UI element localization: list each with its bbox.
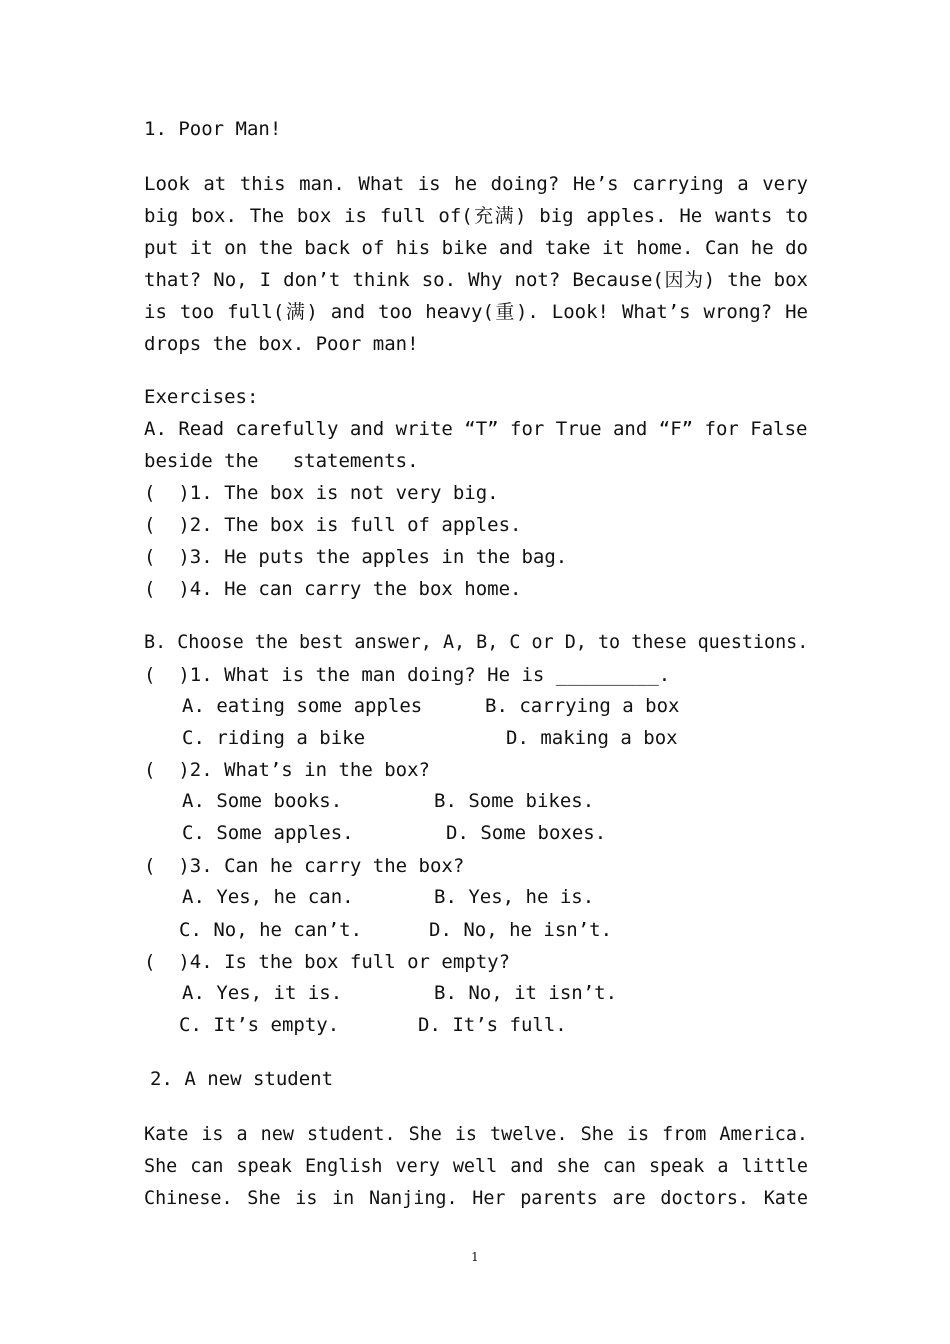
option-d: D. making a box (506, 727, 678, 749)
option-c: C. It’s empty. (179, 1014, 340, 1036)
section1-passage: Look at this man. What is he doing? He’s carrying a very big box. The box is full of(充满) big apples. He wants to put it on the back of his bike and take it home. Can he do that? No, I don’t think so. Why not? Because(因为) the box is too full(满) and too heavy(重). Look! What’s wrong? He drops the box. Poor man! (144, 173, 808, 355)
option-b: B. Some bikes. (434, 790, 595, 812)
page-number: 1 (471, 1250, 479, 1264)
option-b: B. carrying a box (485, 695, 680, 717)
section1-title: 1. Poor Man! (144, 118, 282, 140)
partB-question-stem: ( )2. What’s in the box? (144, 759, 430, 781)
option-c: C. riding a bike (182, 727, 366, 749)
partB-question-stem: ( )1. What is the man doing? He is _________. (144, 664, 671, 686)
partA-item: ( )4. He can carry the box home. (144, 578, 522, 600)
section2-passage-line: Kate is a new student. She is twelve. She is from America. (144, 1124, 808, 1145)
section2-passage-line: She can speak English very well and she can speak a little (144, 1156, 808, 1177)
option-d: D. Some boxes. (446, 822, 607, 844)
partB-question-stem: ( )3. Can he carry the box? (144, 855, 465, 877)
option-c: C. No, he can’t. (179, 919, 363, 941)
partA-item: ( )3. He puts the apples in the bag. (144, 546, 568, 568)
option-d: D. No, he isn’t. (429, 919, 613, 941)
option-b: B. Yes, he is. (434, 886, 595, 908)
partA-instruction-line1: A. Read carefully and write “T” for True and “F” for False (144, 418, 808, 440)
partA-instruction-line2: beside the statements. (144, 450, 419, 472)
partA-item: ( )2. The box is full of apples. (144, 514, 522, 536)
partB-instruction: B. Choose the best answer, A, B, C or D, to these questions. (144, 632, 809, 653)
option-d: D. It’s full. (418, 1014, 567, 1036)
option-a: A. Some books. (182, 790, 343, 812)
partA-item: ( )1. The box is not very big. (144, 482, 499, 504)
option-a: A. Yes, it is. (182, 982, 343, 1004)
partB-question-stem: ( )4. Is the box full or empty? (144, 951, 511, 973)
section2-passage-line: Chinese. She is in Nanjing. Her parents are doctors. Kate (144, 1188, 808, 1209)
option-a: A. Yes, he can. (182, 886, 354, 908)
option-c: C. Some apples. (182, 822, 354, 844)
option-a: A. eating some apples (182, 695, 423, 717)
option-b: B. No, it isn’t. (434, 982, 618, 1004)
exercises-heading: Exercises: (144, 386, 259, 408)
section2-title: 2. A new student (150, 1068, 334, 1090)
